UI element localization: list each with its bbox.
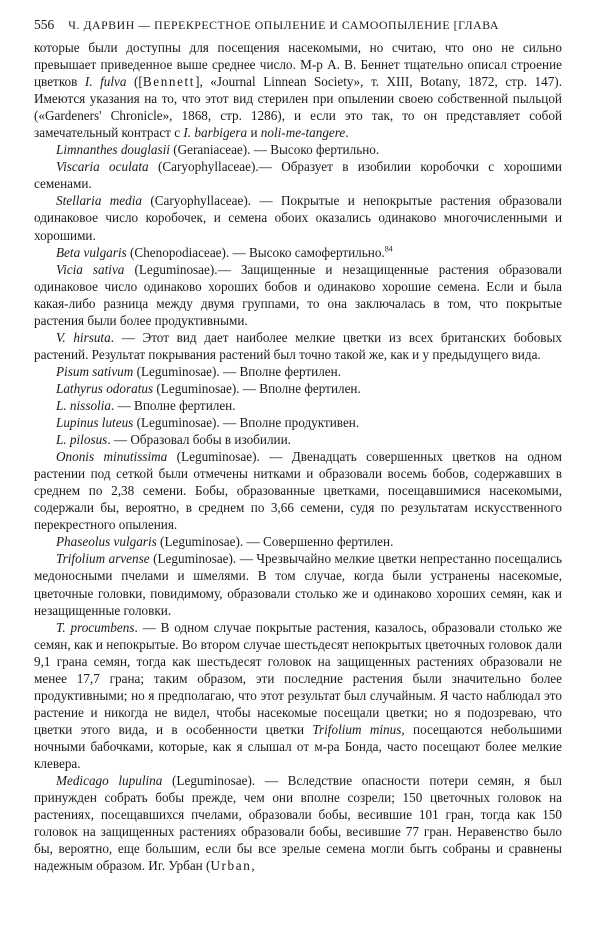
- text-run: ], «Journal Linnean Society», т. XIII, Botany, 1872, стр. 147). Имеются указания на то, что этот вид стерилен при опылении своею собственной пыльцой («Gardeners' Chronicle», 1868, стр. 1286), и если это так, то он представляет собой замечательный контраст с: [34, 74, 562, 141]
- latin-name: Stellaria media: [56, 193, 143, 209]
- text-run: (Leguminosae). — Вполне фертилен.: [133, 363, 341, 379]
- latin-name: T. procumbens: [56, 619, 135, 635]
- latin-name: Phaseolus vulgaris: [56, 534, 157, 550]
- latin-name: Viscaria oculata: [56, 159, 149, 175]
- spaced-name: Urban: [210, 858, 252, 874]
- text-run: . — Образовал бобы в изобилии.: [107, 432, 291, 448]
- text-run: (Leguminosae). — Чрезвычайно мелкие цветки непрестанно посещались медоносными пчелами и шмелями. В том случае, когда были устранены насекомые, цветочные головки, повидимому, образовали столько же и одинаково хороших семян, как и незащищенные головки.: [34, 551, 562, 618]
- latin-name: Trifolium arvense: [56, 551, 150, 567]
- text-run: (Leguminosae). — Вполне фертилен.: [153, 380, 361, 396]
- latin-name: Pisum sativum: [56, 363, 134, 379]
- page-header: [34, 16, 562, 38]
- latin-name: I. barbigera: [183, 125, 248, 141]
- footnote-ref: 84: [384, 244, 393, 254]
- paragraph: [34, 414, 562, 431]
- paragraph: [34, 619, 562, 772]
- paragraph: [34, 533, 562, 550]
- text-run: (Geraniaceae). — Высоко фертильно.: [169, 142, 380, 158]
- paragraph: [34, 244, 562, 261]
- paragraph: [34, 261, 562, 329]
- text-run: (Leguminosae). — Двенадцать совершенных цветков на одном растении под сеткой были отмечены нитками и образовали восемь бобов, содержавших в среднем по 2,38 семени. Бобы, образованные цветками, посещавшимися насекомыми, содержали бы, вероятно, в среднем по 3,66 семени, судя по результатам искусственного перекрестного опыления.: [34, 449, 562, 533]
- paragraph: [34, 550, 562, 618]
- text-run: (Leguminosae). — Вследствие опасности потери семян, я был принужден собрать бобы прежде, чем они вполне созрели; 150 цветочных головок на растениях, посещавшихся пчелами, образовали бобы, весившие 101 гран, тогда как 150 головок на защищенных растениях образовали бобы, весившие 77 гран. Неравенство было бы, вероятно, еще большим, если бы все зрелые семена могли быть собраны и сравнены надежным образом. Иг. Урбан (: [34, 773, 562, 874]
- paragraph: [34, 380, 562, 397]
- text-run: которые были доступны для посещения насекомыми, но считаю, что оно не сильно превышает приведенное выше среднее число. М-р А. В. Беннет тщательно описал строение цветков: [34, 40, 562, 90]
- paragraph: [34, 431, 562, 448]
- page-number: 556: [34, 17, 55, 32]
- latin-name: Ononis minutissima: [56, 449, 168, 465]
- text-run: . — Этот вид дает наиболее мелкие цветки из всех британских бобовых растений. Результат покрывания растений был точно такой же, как и у предыдущего вида.: [34, 329, 562, 362]
- text-run: и: [247, 125, 261, 141]
- text-run: ,: [251, 858, 255, 874]
- text-run: (Chenopodiaceae). — Высоко самофертильно.: [126, 244, 385, 260]
- paragraph: [34, 772, 562, 874]
- latin-name: Trifolium minus: [312, 721, 402, 737]
- text-run: . — В одном случае покрытые растения, казалось, образовали столько же семян, как и непокрытые. Во втором случае шестьдесят непокрытых цветочных головок дали 9,1 грана семян, тогда как шестьдесят головок на защищенных растениях образовали не менее 17,7 грана; таким образом, эти последние растения были значительно более продуктивными; но я предполагаю, что этот результат был случайным. Я часто наблюдал это растение и никогда не видел, чтобы насекомые посещали цветки; но я подозреваю, что цветки этого вида, и в особенности цветки: [34, 619, 562, 737]
- latin-name: I. fulva: [84, 74, 127, 90]
- latin-name: V. hirsuta: [56, 329, 111, 345]
- text-run: (Caryophyllaceae).— Образует в изобилии коробочки с хорошими семенами.: [34, 159, 562, 192]
- latin-name: Lathyrus odoratus: [56, 380, 154, 396]
- text-run: .: [345, 125, 349, 141]
- paragraph: [34, 397, 562, 414]
- text-run: , посещаются небольшими ночными бабочками, которые, как я слышал от м-ра Бонда, часто посещают более мелкие клевера.: [34, 721, 562, 771]
- latin-name: Medicago lupulina: [56, 773, 163, 789]
- text-run: . — Вполне фертилен.: [110, 397, 236, 413]
- text-run: ([: [126, 74, 143, 90]
- text-body: [34, 39, 562, 874]
- paragraph: [34, 141, 562, 158]
- latin-name: Lupinus luteus: [56, 415, 134, 431]
- text-run: (Leguminosae).— Защищенные и незащищенные растения образовали одинаковое число одинаково хороших бобов и одинаково хорошие семена. Если и была какая-либо разница между двумя группами, то она заключалась в том, что покрытые растения были более продуктивными.: [34, 261, 562, 328]
- latin-name: L. pilosus: [56, 432, 108, 448]
- latin-name: L. nissolia: [56, 397, 111, 413]
- text-run: (Leguminosae). — Вполне продуктивен.: [133, 415, 360, 431]
- paragraph: [34, 158, 562, 192]
- paragraph: [34, 363, 562, 380]
- latin-name: noli-me-tangere: [260, 125, 346, 141]
- paragraph: [34, 192, 562, 243]
- paragraph: [34, 329, 562, 363]
- running-head: Ч. ДАРВИН — ПЕРЕКРЕСТНОЕ ОПЫЛЕНИЕ И САМООПЫЛЕНИЕ [ГЛАВА: [68, 18, 499, 32]
- text-run: (Leguminosae). — Совершенно фертилен.: [156, 534, 394, 550]
- latin-name: Limnanthes douglasii: [56, 142, 170, 158]
- spaced-name: Bennett: [142, 74, 196, 90]
- paragraph: [34, 39, 562, 141]
- latin-name: Beta vulgaris: [56, 244, 127, 260]
- latin-name: Vicia sativa: [56, 261, 125, 277]
- text-run: (Caryophyllaceae). — Покрытые и непокрытые растения образовали одинаковое число коробочек, и семена обоих оказались одинаково многочисленными и хорошими.: [34, 193, 562, 243]
- paragraph: [34, 448, 562, 533]
